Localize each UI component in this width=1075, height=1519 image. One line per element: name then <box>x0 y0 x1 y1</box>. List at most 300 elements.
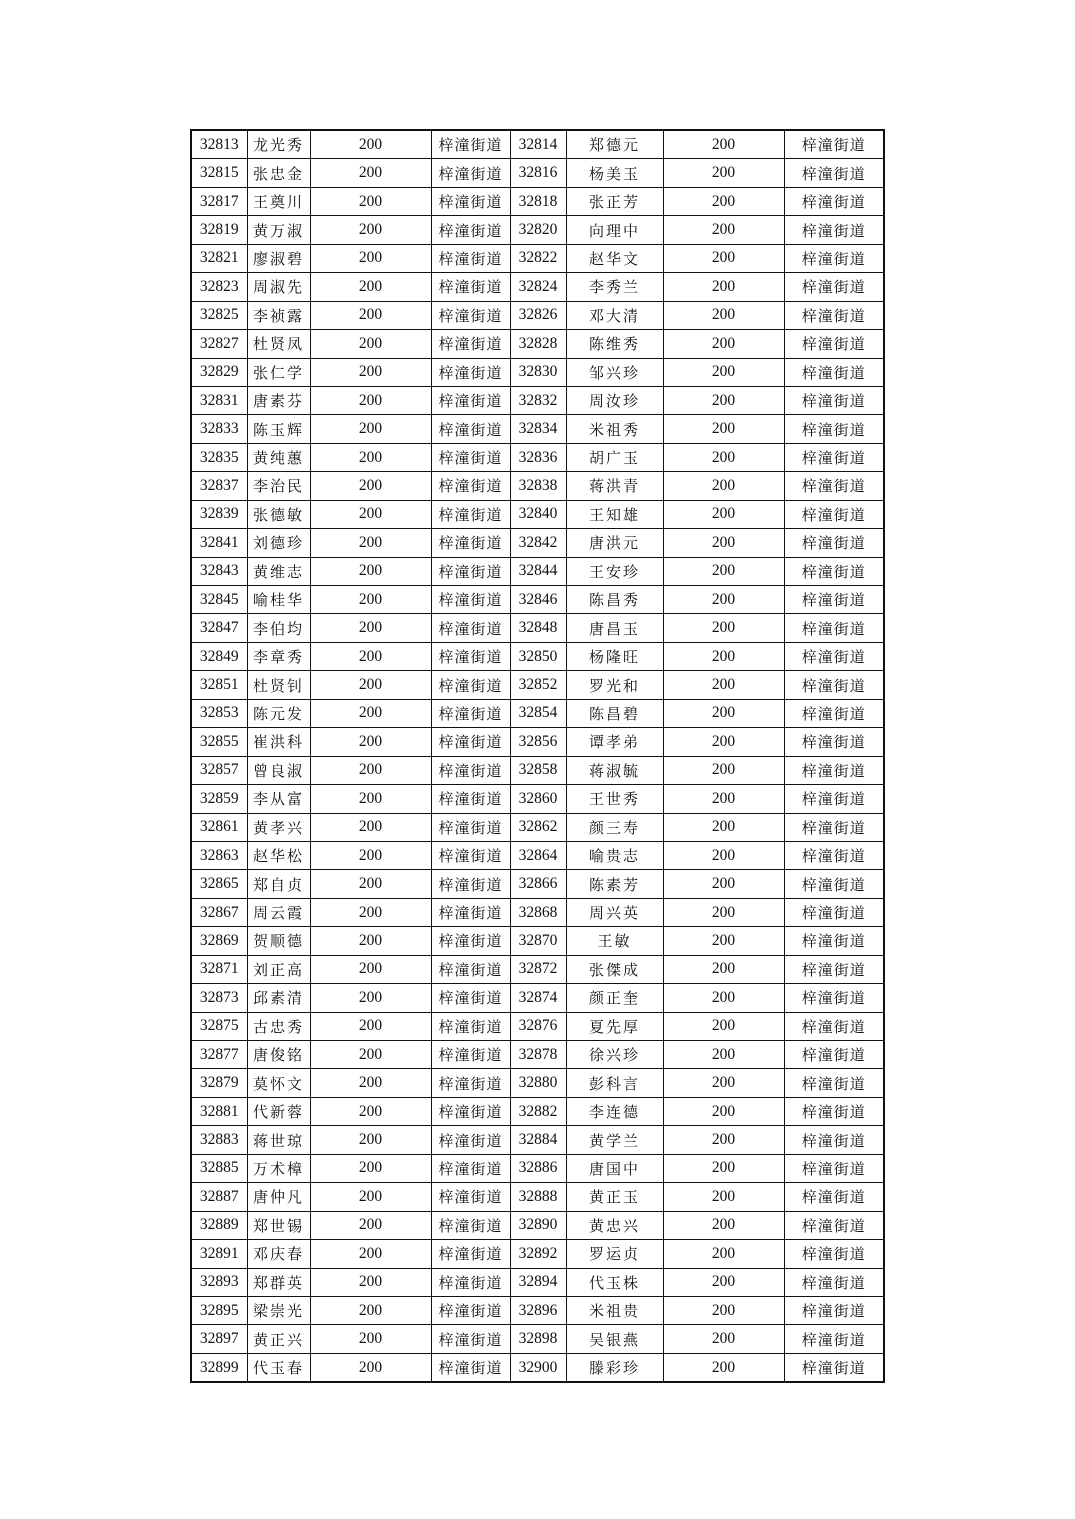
name-cell: 向理中 <box>566 216 663 244</box>
name-cell: 代玉春 <box>247 1353 310 1382</box>
serial-number-cell: 32887 <box>191 1183 247 1211</box>
serial-number-cell: 32860 <box>510 785 566 813</box>
district-cell: 梓潼街道 <box>784 1069 884 1097</box>
amount-cell: 200 <box>663 699 784 727</box>
name-cell: 滕彩珍 <box>566 1353 663 1382</box>
amount-cell: 200 <box>310 1154 431 1182</box>
district-cell: 梓潼街道 <box>431 1069 510 1097</box>
table-row <box>191 1296 884 1324</box>
table-row <box>191 443 884 471</box>
amount-cell: 200 <box>663 1268 784 1296</box>
amount-cell: 200 <box>310 1126 431 1154</box>
table-row <box>191 586 884 614</box>
name-cell: 黄维志 <box>247 557 310 585</box>
name-cell: 李章秀 <box>247 642 310 670</box>
serial-number-cell: 32819 <box>191 216 247 244</box>
district-cell: 梓潼街道 <box>431 586 510 614</box>
amount-cell: 200 <box>663 330 784 358</box>
amount-cell: 200 <box>663 358 784 386</box>
serial-number-cell: 32855 <box>191 728 247 756</box>
amount-cell: 200 <box>663 813 784 841</box>
serial-number-cell: 32839 <box>191 500 247 528</box>
table-row <box>191 728 884 756</box>
name-cell: 张忠金 <box>247 159 310 187</box>
table-row <box>191 841 884 869</box>
name-cell: 赵华松 <box>247 841 310 869</box>
district-cell: 梓潼街道 <box>431 301 510 329</box>
name-cell: 彭科言 <box>566 1069 663 1097</box>
table-row <box>191 159 884 187</box>
district-cell: 梓潼街道 <box>431 642 510 670</box>
serial-number-cell: 32816 <box>510 159 566 187</box>
district-cell: 梓潼街道 <box>431 728 510 756</box>
serial-number-cell: 32885 <box>191 1154 247 1182</box>
district-cell: 梓潼街道 <box>431 1097 510 1125</box>
district-cell: 梓潼街道 <box>784 1097 884 1125</box>
serial-number-cell: 32889 <box>191 1211 247 1239</box>
table-row <box>191 1012 884 1040</box>
serial-number-cell: 32891 <box>191 1240 247 1268</box>
amount-cell: 200 <box>663 443 784 471</box>
district-cell: 梓潼街道 <box>784 330 884 358</box>
serial-number-cell: 32851 <box>191 671 247 699</box>
amount-cell: 200 <box>663 728 784 756</box>
district-cell: 梓潼街道 <box>784 529 884 557</box>
amount-cell: 200 <box>663 841 784 869</box>
amount-cell: 200 <box>310 785 431 813</box>
amount-cell: 200 <box>310 898 431 926</box>
amount-cell: 200 <box>310 614 431 642</box>
serial-number-cell: 32814 <box>510 130 566 159</box>
serial-number-cell: 32834 <box>510 415 566 443</box>
serial-number-cell: 32872 <box>510 955 566 983</box>
district-cell: 梓潼街道 <box>431 216 510 244</box>
serial-number-cell: 32815 <box>191 159 247 187</box>
district-cell: 梓潼街道 <box>784 1154 884 1182</box>
district-cell: 梓潼街道 <box>431 927 510 955</box>
serial-number-cell: 32897 <box>191 1325 247 1353</box>
serial-number-cell: 32898 <box>510 1325 566 1353</box>
name-cell: 唐素芬 <box>247 386 310 414</box>
name-cell: 周汝珍 <box>566 386 663 414</box>
name-cell: 罗运贞 <box>566 1240 663 1268</box>
name-cell: 赵华文 <box>566 244 663 272</box>
district-cell: 梓潼街道 <box>431 529 510 557</box>
table-row <box>191 785 884 813</box>
name-cell: 张傑成 <box>566 955 663 983</box>
serial-number-cell: 32895 <box>191 1296 247 1324</box>
amount-cell: 200 <box>310 1325 431 1353</box>
name-cell: 谭孝弟 <box>566 728 663 756</box>
name-cell: 代新蓉 <box>247 1097 310 1125</box>
amount-cell: 200 <box>663 1097 784 1125</box>
district-cell: 梓潼街道 <box>784 614 884 642</box>
district-cell: 梓潼街道 <box>784 273 884 301</box>
name-cell: 李秀兰 <box>566 273 663 301</box>
name-cell: 罗光和 <box>566 671 663 699</box>
district-cell: 梓潼街道 <box>431 1041 510 1069</box>
district-cell: 梓潼街道 <box>784 159 884 187</box>
name-cell: 蒋世琼 <box>247 1126 310 1154</box>
district-cell: 梓潼街道 <box>431 1240 510 1268</box>
amount-cell: 200 <box>663 159 784 187</box>
table-row <box>191 699 884 727</box>
amount-cell: 200 <box>663 301 784 329</box>
name-cell: 张仁学 <box>247 358 310 386</box>
table-row <box>191 813 884 841</box>
name-cell: 廖淑碧 <box>247 244 310 272</box>
district-cell: 梓潼街道 <box>431 130 510 159</box>
amount-cell: 200 <box>663 1126 784 1154</box>
district-cell: 梓潼街道 <box>784 415 884 443</box>
amount-cell: 200 <box>310 1012 431 1040</box>
name-cell: 陈昌秀 <box>566 586 663 614</box>
name-cell: 曾良淑 <box>247 756 310 784</box>
amount-cell: 200 <box>310 1211 431 1239</box>
district-cell: 梓潼街道 <box>431 813 510 841</box>
serial-number-cell: 32826 <box>510 301 566 329</box>
table-row <box>191 244 884 272</box>
name-cell: 徐兴珍 <box>566 1041 663 1069</box>
name-cell: 王世秀 <box>566 785 663 813</box>
amount-cell: 200 <box>310 1353 431 1382</box>
district-cell: 梓潼街道 <box>784 130 884 159</box>
amount-cell: 200 <box>663 756 784 784</box>
amount-cell: 200 <box>663 557 784 585</box>
name-cell: 唐仲凡 <box>247 1183 310 1211</box>
district-cell: 梓潼街道 <box>784 1012 884 1040</box>
amount-cell: 200 <box>663 642 784 670</box>
name-cell: 唐洪元 <box>566 529 663 557</box>
table-row <box>191 273 884 301</box>
district-cell: 梓潼街道 <box>431 159 510 187</box>
serial-number-cell: 32873 <box>191 984 247 1012</box>
name-cell: 杨美玉 <box>566 159 663 187</box>
serial-number-cell: 32842 <box>510 529 566 557</box>
amount-cell: 200 <box>663 1041 784 1069</box>
serial-number-cell: 32865 <box>191 870 247 898</box>
amount-cell: 200 <box>663 984 784 1012</box>
name-cell: 刘德珍 <box>247 529 310 557</box>
amount-cell: 200 <box>663 472 784 500</box>
amount-cell: 200 <box>310 130 431 159</box>
district-cell: 梓潼街道 <box>784 841 884 869</box>
table-row <box>191 130 884 159</box>
serial-number-cell: 32890 <box>510 1211 566 1239</box>
serial-number-cell: 32888 <box>510 1183 566 1211</box>
name-cell: 杜贤钊 <box>247 671 310 699</box>
table-row <box>191 1268 884 1296</box>
district-cell: 梓潼街道 <box>784 699 884 727</box>
amount-cell: 200 <box>663 1069 784 1097</box>
amount-cell: 200 <box>310 1041 431 1069</box>
district-cell: 梓潼街道 <box>431 443 510 471</box>
district-cell: 梓潼街道 <box>431 1126 510 1154</box>
roster-body <box>191 130 884 1382</box>
serial-number-cell: 32880 <box>510 1069 566 1097</box>
serial-number-cell: 32813 <box>191 130 247 159</box>
amount-cell: 200 <box>310 443 431 471</box>
district-cell: 梓潼街道 <box>431 330 510 358</box>
amount-cell: 200 <box>310 586 431 614</box>
name-cell: 李祯露 <box>247 301 310 329</box>
serial-number-cell: 32877 <box>191 1041 247 1069</box>
table-row <box>191 898 884 926</box>
district-cell: 梓潼街道 <box>431 898 510 926</box>
district-cell: 梓潼街道 <box>784 557 884 585</box>
table-row <box>191 642 884 670</box>
table-row <box>191 472 884 500</box>
roster-table <box>190 129 885 1383</box>
name-cell: 黄正兴 <box>247 1325 310 1353</box>
name-cell: 唐国中 <box>566 1154 663 1182</box>
serial-number-cell: 32830 <box>510 358 566 386</box>
amount-cell: 200 <box>310 1296 431 1324</box>
amount-cell: 200 <box>663 1183 784 1211</box>
name-cell: 杜贤凤 <box>247 330 310 358</box>
name-cell: 郑世锡 <box>247 1211 310 1239</box>
district-cell: 梓潼街道 <box>784 1211 884 1239</box>
name-cell: 夏先厚 <box>566 1012 663 1040</box>
table-row <box>191 671 884 699</box>
amount-cell: 200 <box>310 472 431 500</box>
serial-number-cell: 32863 <box>191 841 247 869</box>
table-row <box>191 330 884 358</box>
table-row <box>191 927 884 955</box>
table-row <box>191 386 884 414</box>
name-cell: 梁崇光 <box>247 1296 310 1324</box>
serial-number-cell: 32837 <box>191 472 247 500</box>
amount-cell: 200 <box>310 1240 431 1268</box>
amount-cell: 200 <box>310 955 431 983</box>
amount-cell: 200 <box>310 557 431 585</box>
name-cell: 郑自贞 <box>247 870 310 898</box>
serial-number-cell: 32852 <box>510 671 566 699</box>
table-row <box>191 1353 884 1382</box>
district-cell: 梓潼街道 <box>784 984 884 1012</box>
amount-cell: 200 <box>310 216 431 244</box>
district-cell: 梓潼街道 <box>431 500 510 528</box>
district-cell: 梓潼街道 <box>431 614 510 642</box>
district-cell: 梓潼街道 <box>784 955 884 983</box>
amount-cell: 200 <box>663 187 784 215</box>
serial-number-cell: 32878 <box>510 1041 566 1069</box>
amount-cell: 200 <box>310 728 431 756</box>
district-cell: 梓潼街道 <box>431 841 510 869</box>
table-row <box>191 1211 884 1239</box>
name-cell: 邓庆春 <box>247 1240 310 1268</box>
amount-cell: 200 <box>663 1211 784 1239</box>
district-cell: 梓潼街道 <box>431 955 510 983</box>
district-cell: 梓潼街道 <box>784 1296 884 1324</box>
serial-number-cell: 32832 <box>510 386 566 414</box>
name-cell: 郑德元 <box>566 130 663 159</box>
district-cell: 梓潼街道 <box>784 1268 884 1296</box>
serial-number-cell: 32845 <box>191 586 247 614</box>
serial-number-cell: 32870 <box>510 927 566 955</box>
name-cell: 邹兴珍 <box>566 358 663 386</box>
amount-cell: 200 <box>310 1097 431 1125</box>
amount-cell: 200 <box>310 927 431 955</box>
name-cell: 王安珍 <box>566 557 663 585</box>
serial-number-cell: 32843 <box>191 557 247 585</box>
table-row <box>191 1041 884 1069</box>
amount-cell: 200 <box>310 642 431 670</box>
district-cell: 梓潼街道 <box>431 984 510 1012</box>
serial-number-cell: 32854 <box>510 699 566 727</box>
serial-number-cell: 32848 <box>510 614 566 642</box>
amount-cell: 200 <box>663 586 784 614</box>
district-cell: 梓潼街道 <box>431 671 510 699</box>
serial-number-cell: 32884 <box>510 1126 566 1154</box>
serial-number-cell: 32829 <box>191 358 247 386</box>
name-cell: 胡广玉 <box>566 443 663 471</box>
name-cell: 王奠川 <box>247 187 310 215</box>
serial-number-cell: 32882 <box>510 1097 566 1125</box>
serial-number-cell: 32875 <box>191 1012 247 1040</box>
serial-number-cell: 32857 <box>191 756 247 784</box>
district-cell: 梓潼街道 <box>784 1325 884 1353</box>
amount-cell: 200 <box>663 898 784 926</box>
name-cell: 唐昌玉 <box>566 614 663 642</box>
district-cell: 梓潼街道 <box>784 216 884 244</box>
district-cell: 梓潼街道 <box>431 1012 510 1040</box>
name-cell: 李治民 <box>247 472 310 500</box>
district-cell: 梓潼街道 <box>784 1041 884 1069</box>
serial-number-cell: 32824 <box>510 273 566 301</box>
serial-number-cell: 32820 <box>510 216 566 244</box>
table-row <box>191 1325 884 1353</box>
name-cell: 崔洪科 <box>247 728 310 756</box>
name-cell: 邱素清 <box>247 984 310 1012</box>
amount-cell: 200 <box>310 386 431 414</box>
district-cell: 梓潼街道 <box>431 1296 510 1324</box>
table-row <box>191 984 884 1012</box>
serial-number-cell: 32881 <box>191 1097 247 1125</box>
amount-cell: 200 <box>310 301 431 329</box>
district-cell: 梓潼街道 <box>431 187 510 215</box>
name-cell: 刘正高 <box>247 955 310 983</box>
serial-number-cell: 32844 <box>510 557 566 585</box>
table-row <box>191 870 884 898</box>
district-cell: 梓潼街道 <box>431 244 510 272</box>
amount-cell: 200 <box>310 756 431 784</box>
name-cell: 米祖贵 <box>566 1296 663 1324</box>
district-cell: 梓潼街道 <box>784 500 884 528</box>
amount-cell: 200 <box>310 699 431 727</box>
serial-number-cell: 32874 <box>510 984 566 1012</box>
serial-number-cell: 32900 <box>510 1353 566 1382</box>
amount-cell: 200 <box>310 273 431 301</box>
name-cell: 喻贵志 <box>566 841 663 869</box>
name-cell: 颜三寿 <box>566 813 663 841</box>
name-cell: 李伯均 <box>247 614 310 642</box>
name-cell: 喻桂华 <box>247 586 310 614</box>
district-cell: 梓潼街道 <box>431 273 510 301</box>
district-cell: 梓潼街道 <box>784 1353 884 1382</box>
district-cell: 梓潼街道 <box>784 187 884 215</box>
name-cell: 陈维秀 <box>566 330 663 358</box>
name-cell: 吴银燕 <box>566 1325 663 1353</box>
name-cell: 黄孝兴 <box>247 813 310 841</box>
district-cell: 梓潼街道 <box>431 785 510 813</box>
amount-cell: 200 <box>310 330 431 358</box>
district-cell: 梓潼街道 <box>784 1183 884 1211</box>
table-row <box>191 187 884 215</box>
name-cell: 贺顺德 <box>247 927 310 955</box>
table-row <box>191 1126 884 1154</box>
table-row <box>191 1154 884 1182</box>
district-cell: 梓潼街道 <box>784 386 884 414</box>
serial-number-cell: 32836 <box>510 443 566 471</box>
amount-cell: 200 <box>663 529 784 557</box>
serial-number-cell: 32828 <box>510 330 566 358</box>
serial-number-cell: 32871 <box>191 955 247 983</box>
amount-cell: 200 <box>663 415 784 443</box>
amount-cell: 200 <box>310 244 431 272</box>
amount-cell: 200 <box>310 1268 431 1296</box>
amount-cell: 200 <box>663 1296 784 1324</box>
serial-number-cell: 32827 <box>191 330 247 358</box>
name-cell: 蒋淑毓 <box>566 756 663 784</box>
serial-number-cell: 32864 <box>510 841 566 869</box>
amount-cell: 200 <box>663 500 784 528</box>
table-row <box>191 301 884 329</box>
name-cell: 陈昌碧 <box>566 699 663 727</box>
amount-cell: 200 <box>310 984 431 1012</box>
amount-cell: 200 <box>663 1325 784 1353</box>
serial-number-cell: 32847 <box>191 614 247 642</box>
amount-cell: 200 <box>663 273 784 301</box>
amount-cell: 200 <box>310 358 431 386</box>
serial-number-cell: 32840 <box>510 500 566 528</box>
district-cell: 梓潼街道 <box>784 813 884 841</box>
district-cell: 梓潼街道 <box>784 1240 884 1268</box>
serial-number-cell: 32831 <box>191 386 247 414</box>
amount-cell: 200 <box>663 1154 784 1182</box>
district-cell: 梓潼街道 <box>431 1268 510 1296</box>
district-cell: 梓潼街道 <box>784 472 884 500</box>
district-cell: 梓潼街道 <box>784 244 884 272</box>
district-cell: 梓潼街道 <box>431 557 510 585</box>
serial-number-cell: 32866 <box>510 870 566 898</box>
name-cell: 颜正奎 <box>566 984 663 1012</box>
amount-cell: 200 <box>663 614 784 642</box>
serial-number-cell: 32825 <box>191 301 247 329</box>
district-cell: 梓潼街道 <box>784 358 884 386</box>
table-row <box>191 415 884 443</box>
district-cell: 梓潼街道 <box>784 785 884 813</box>
name-cell: 万术樟 <box>247 1154 310 1182</box>
serial-number-cell: 32886 <box>510 1154 566 1182</box>
table-row <box>191 1240 884 1268</box>
amount-cell: 200 <box>310 415 431 443</box>
serial-number-cell: 32856 <box>510 728 566 756</box>
serial-number-cell: 32859 <box>191 785 247 813</box>
district-cell: 梓潼街道 <box>431 1325 510 1353</box>
district-cell: 梓潼街道 <box>431 1154 510 1182</box>
district-cell: 梓潼街道 <box>431 472 510 500</box>
serial-number-cell: 32835 <box>191 443 247 471</box>
amount-cell: 200 <box>310 529 431 557</box>
district-cell: 梓潼街道 <box>431 1353 510 1382</box>
amount-cell: 200 <box>663 671 784 699</box>
name-cell: 黄学兰 <box>566 1126 663 1154</box>
amount-cell: 200 <box>663 130 784 159</box>
district-cell: 梓潼街道 <box>431 415 510 443</box>
district-cell: 梓潼街道 <box>784 671 884 699</box>
serial-number-cell: 32867 <box>191 898 247 926</box>
